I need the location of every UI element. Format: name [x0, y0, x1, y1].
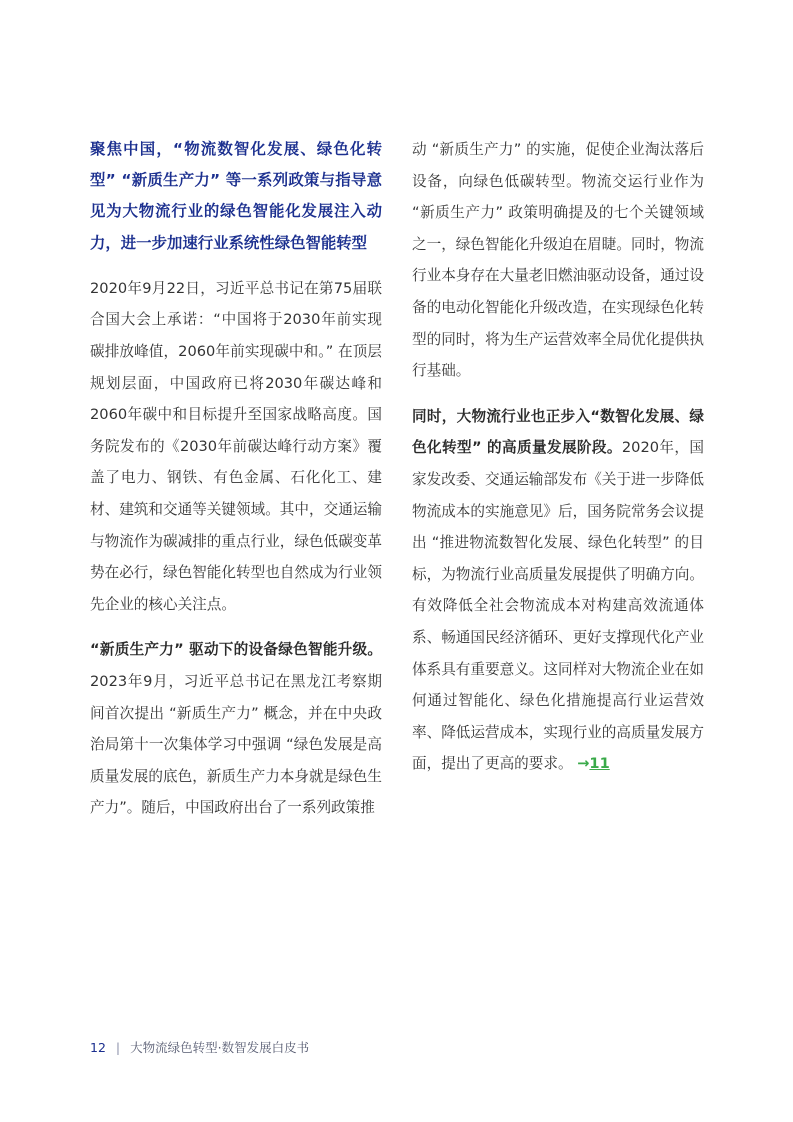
right-column [412, 134, 704, 794]
page-number: 12 [90, 1040, 106, 1055]
reference-link-11[interactable]: 11 [589, 755, 610, 773]
paragraph-body: 2023年9月，习近平总书记在黑龙江考察期间首次提出 “新质生产力” 概念，并在中央政治局第十一次集体学习中强调 “绿色发展是高质量发展的底色，新质生产力本身就是绿色生产力”。随后，中国政府出台了一系列政策推 [90, 672, 382, 817]
paragraph-bold-lead: 同时，大物流行业也正步入“数智化发展、绿色化转型” 的高质量发展阶段。 [412, 407, 704, 457]
paragraph-carbon-goals: 2020年9月22日，习近平总书记在第75届联合国大会上承诺：“中国将于2030年前实现碳排放峰值，2060年前实现碳中和。” 在顶层规划层面，中国政府已将2030年碳达峰和2060年碳中和目标提升至国家战略高度。国务院发布的《2030年前碳达峰行动方案》覆盖了电力、钢铁、有色金属、石化化工、建材、建筑和交通等关键领域。其中，交通运输与物流作为碳减排的重点行业，绿色低碳变革势在必行，绿色智能化转型也自然成为行业领先企业的核心关注点。 [90, 279, 382, 613]
document-title: 大物流绿色转型·数智发展白皮书 [130, 1040, 310, 1055]
paragraph-digital-green [412, 401, 704, 780]
page-footer [90, 1040, 309, 1056]
footer-separator: | [115, 1040, 121, 1055]
paragraph-new-productivity [90, 634, 382, 824]
paragraph-body: 2020年，国家发改委、交通运输部发布《关于进一步降低物流成本的实施意见》后，国务院常务会议提出 “推进物流数智化发展、绿色化转型” 的目标，为物流行业高质量发展提供了明确方向。有效降低全社会物流成本对构建高效流通体系、畅通国民经济循环、更好支撑现代化产业体系具有重要意义。这同样对大物流企业在如何通过智能化、绿色化措施提高行业运营效率、降低运营成本，实现行业的高质量发展方面，提出了更高的要求。 [412, 439, 704, 773]
paragraph-bold-lead: “新质生产力” 驱动下的设备绿色智能升级。 [90, 641, 382, 659]
section-lead-heading: 聚焦中国，“物流数智化发展、绿色化转型” “新质生产力” 等一系列政策与指导意见为大物流行业的绿色智能化发展注入动力，进一步加速行业系统性绿色智能转型 [90, 140, 382, 252]
arrow-right-icon: → [577, 755, 590, 773]
left-column [90, 134, 382, 838]
paragraph-continued: 动 “新质生产力” 的实施，促使企业淘汰落后设备，向绿色低碳转型。物流交运行业作为 “新质生产力” 政策明确提及的七个关键领域之一，绿色智能化升级迫在眉睫。同时，物流行业本身存在大量老旧燃油驱动设备，通过设备的电动化智能化升级改造，在实现绿色化转型的同时，将为生产运营效率全局优化提供执行基础。 [412, 141, 704, 380]
